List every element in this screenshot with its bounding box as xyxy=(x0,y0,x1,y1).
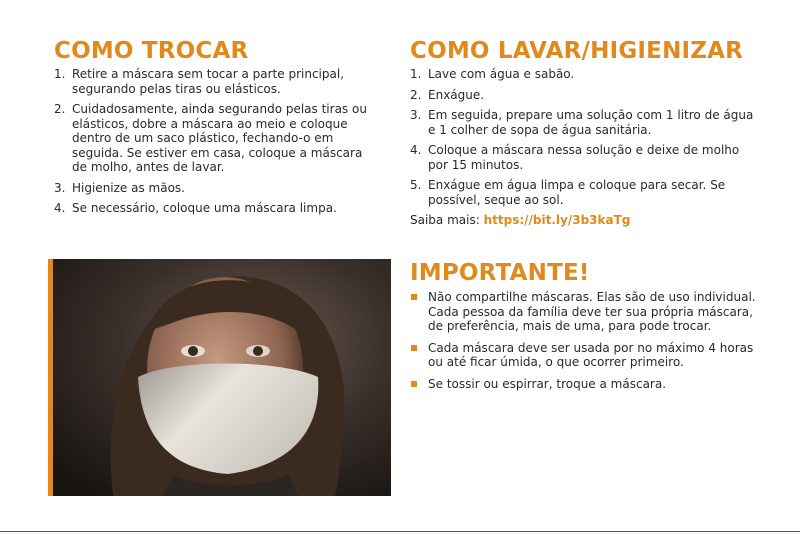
list-item: Cada máscara deve ser usada por no máximo 4 horas ou até ficar úmida, o que ocorrer primeiro. xyxy=(410,341,760,370)
como-trocar-list xyxy=(54,67,370,216)
list-item: 3. Higienize as mãos. xyxy=(54,180,185,195)
list-item: 4. Coloque a máscara nessa solução e deixe de molho por 15 minutos. xyxy=(410,143,740,172)
bullet-square-icon xyxy=(411,294,417,300)
bullet-square-icon xyxy=(411,345,417,351)
bottom-divider xyxy=(0,531,800,532)
list-item: 4. Se necessário, coloque uma máscara limpa. xyxy=(54,201,337,215)
list-item: 2. Enxágue. xyxy=(410,87,485,102)
photo-image xyxy=(53,259,391,496)
como-lavar-section xyxy=(410,38,760,227)
learn-more xyxy=(410,213,760,227)
importante-section xyxy=(410,260,760,398)
como-trocar-section xyxy=(54,38,370,222)
learn-more-link[interactable]: https://bit.ly/3b3kaTg xyxy=(483,213,631,227)
como-trocar-title: COMO TROCAR xyxy=(54,38,249,64)
como-lavar-title: COMO LAVAR/HIGIENIZAR xyxy=(410,38,744,64)
importante-list xyxy=(410,290,760,391)
person-illustration xyxy=(53,259,391,496)
list-item: 1. Retire a máscara sem tocar a parte principal, segurando pelas tiras ou elásticos. xyxy=(54,67,345,96)
list-item: 3. Em seguida, prepare uma solução com 1 litro de água e 1 colher de sopa de água sanitária. xyxy=(410,108,754,137)
list-item: 5. Enxágue em água limpa e coloque para secar. Se possível, seque ao sol. xyxy=(410,178,726,207)
list-item: Se tossir ou espirrar, troque a máscara. xyxy=(410,377,760,392)
list-item: 2. Cuidadosamente, ainda segurando pelas tiras ou elásticos, dobre a máscara ao meio e coloque dentro de um saco plástico, fechando-o em seguida. Se estiver em casa, coloque a máscara de molho, antes de lavar. xyxy=(54,102,367,174)
masked-person-photo xyxy=(48,259,391,496)
list-item: Não compartilhe máscaras. Elas são de uso individual. Cada pessoa da família deve ter sua própria máscara, de preferência, mais de uma, para pode trocar. xyxy=(410,290,760,334)
list-item: 1. Lave com água e sabão. xyxy=(410,67,575,81)
learn-more-label: Saiba mais: xyxy=(410,213,480,227)
bullet-square-icon xyxy=(411,381,417,387)
como-lavar-list xyxy=(410,67,760,207)
importante-title: IMPORTANTE! xyxy=(410,260,590,286)
